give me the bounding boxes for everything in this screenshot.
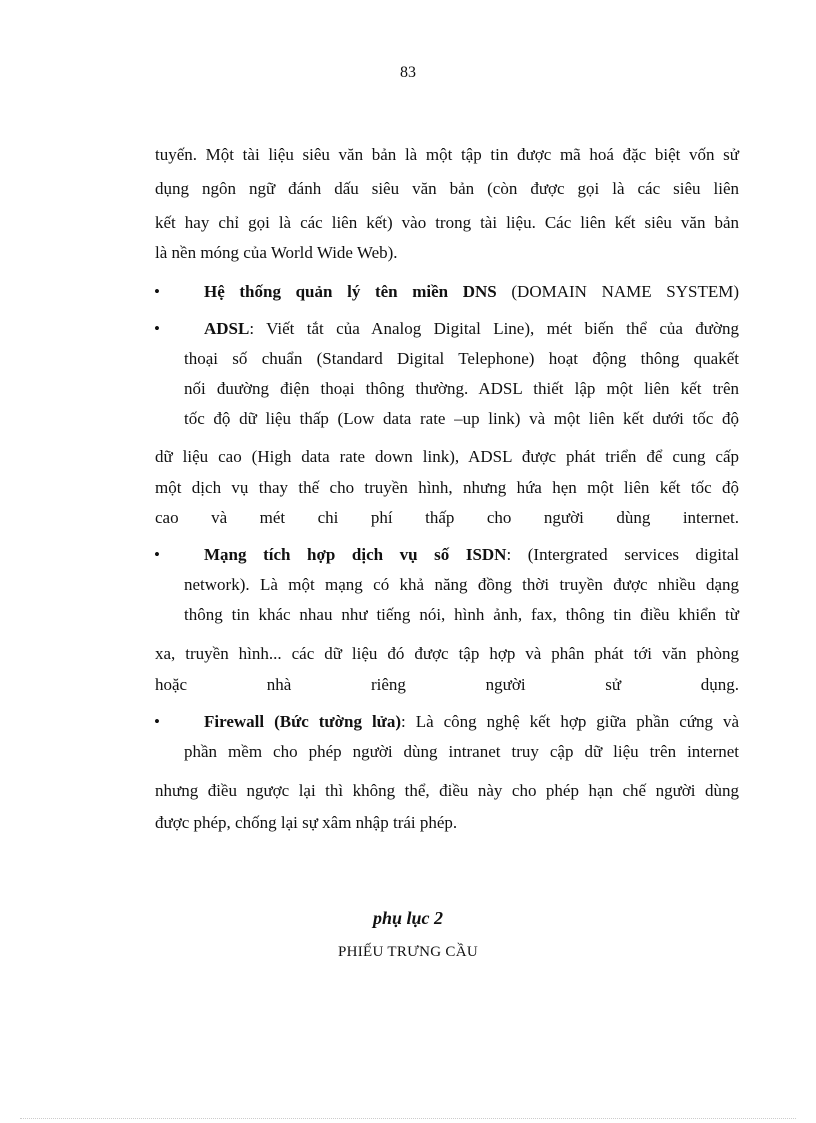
firewall-line-3: nhưng điều ngược lại thì không thể, điều này cho phép hạn chế người dùng xyxy=(155,781,739,800)
adsl-line-4: tốc độ dữ liệu thấp (Low data rate –up link) và một liên kết dưới tốc độ xyxy=(184,409,739,428)
appendix-title: phụ lục 2 xyxy=(372,908,444,928)
firewall-line-4: được phép, chống lại sự xâm nhập trái phép. xyxy=(155,813,458,832)
bullet-adsl xyxy=(204,318,739,340)
bullet-isdn-text: : (Intergrated services digital xyxy=(506,545,739,564)
bullet-dot-icon: • xyxy=(154,319,160,338)
bullet-dns xyxy=(204,281,739,303)
bullet-dot-icon: • xyxy=(154,712,160,731)
adsl-line-7: cao và mét chi phí thấp cho người dùng internet. xyxy=(155,508,739,527)
bullet-isdn xyxy=(204,544,739,566)
bullet-dot-icon: • xyxy=(154,545,160,564)
adsl-line-3: nối đuường điện thoại thông thường. ADSL thiết lập một liên kết trên xyxy=(184,379,739,398)
intro-line-3: kết hay chỉ gọi là các liên kết) vào trong tài liệu. Các liên kết siêu văn bản xyxy=(155,213,739,232)
bullet-adsl-text: : Viết tắt của Analog Digital Line), mét biến thể của đường xyxy=(249,319,739,338)
intro-line-1: tuyến. Một tài liệu siêu văn bản là một tập tin được mã hoá đặc biệt vốn sử xyxy=(155,145,739,164)
appendix-subtitle: PHIẾU TRƯNG CẦU xyxy=(337,944,479,960)
firewall-line-2: phần mềm cho phép người dùng intranet truy cập dữ liệu trên internet xyxy=(184,742,739,761)
intro-line-4: là nền móng của World Wide Web). xyxy=(155,243,398,262)
bullet-isdn-term: Mạng tích hợp dịch vụ số ISDN xyxy=(204,545,507,564)
bullet-firewall-text: : Là công nghệ kết hợp giữa phần cứng và xyxy=(401,712,739,731)
bullet-firewall-term: Firewall (Bức tường lửa) xyxy=(204,712,402,731)
bullet-firewall xyxy=(204,711,739,733)
bullet-dns-text: (DOMAIN NAME SYSTEM) xyxy=(496,282,739,301)
bullet-dot-icon: • xyxy=(154,282,160,301)
bullet-dns-term: Hệ thống quản lý tên miền DNS xyxy=(204,282,497,301)
isdn-line-2: network). Là một mạng có khả năng đồng thời truyền được nhiều dạng xyxy=(184,575,739,594)
isdn-line-5: hoặc nhà riêng người sử dụng. xyxy=(155,675,739,694)
intro-line-2: dụng ngôn ngữ đánh dấu siêu văn bản (còn được gọi là các siêu liên xyxy=(155,179,739,198)
page-bottom-divider xyxy=(20,1118,796,1119)
adsl-line-6: một dịch vụ thay thế cho truyền hình, nhưng hứa hẹn một liên kết tốc độ xyxy=(155,478,739,497)
adsl-line-2: thoại số chuẩn (Standard Digital Telephone) hoạt động thông quakết xyxy=(184,349,739,368)
isdn-line-4: xa, truyền hình... các dữ liệu đó được tập hợp và phân phát tới văn phòng xyxy=(155,644,739,663)
adsl-line-5: dữ liệu cao (High data rate down link), ADSL được phát triển để cung cấp xyxy=(155,447,739,466)
page-number: 83 xyxy=(400,64,416,81)
isdn-line-3: thông tin khác nhau như tiếng nói, hình ảnh, fax, thông tin điều khiển từ xyxy=(184,605,739,624)
bullet-adsl-term: ADSL xyxy=(204,319,250,338)
